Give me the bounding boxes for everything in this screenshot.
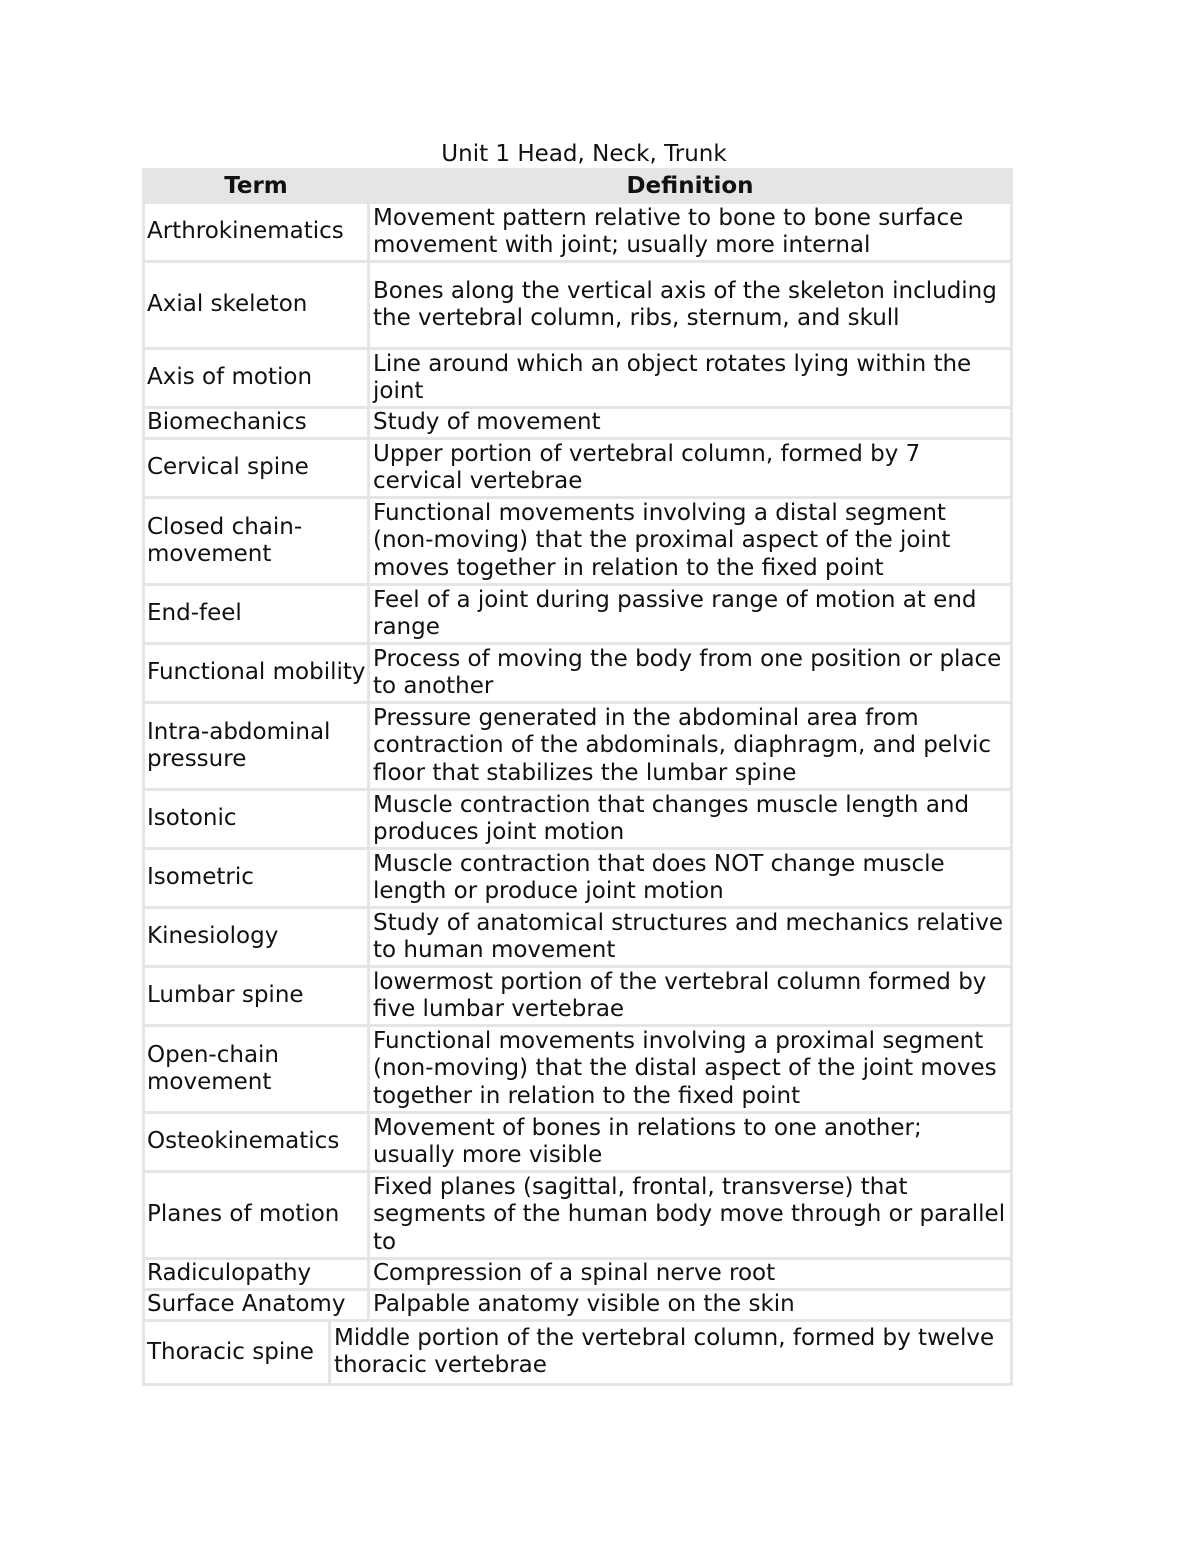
- definition-cell: Muscle contraction that does NOT change muscle length or produce joint motion: [369, 849, 1012, 908]
- definition-cell: Movement pattern relative to bone to bone surface movement with joint; usually more internal: [369, 203, 1012, 262]
- document-title: Unit 1 Head, Neck, Trunk: [441, 141, 727, 167]
- definition-cell: Functional movements involving a proximal segment (non-moving) that the distal aspect of the joint moves together in relation to the fixed point: [369, 1026, 1012, 1113]
- definition-cell: Feel of a joint during passive range of motion at end range: [369, 585, 1012, 644]
- term-cell: Isometric: [144, 849, 369, 908]
- table-row: [144, 1322, 1012, 1384]
- table-row: [144, 790, 1012, 849]
- definition-column-header: Definition: [369, 170, 1012, 203]
- term-column-header: Term: [144, 170, 369, 203]
- definition-cell: Muscle contraction that changes muscle length and produces joint motion: [369, 790, 1012, 849]
- glossary-document: [142, 140, 1010, 1386]
- term-cell: Planes of motion: [144, 1172, 369, 1259]
- term-cell: End-feel: [144, 585, 369, 644]
- table-row: [144, 262, 1012, 349]
- table-row: [144, 408, 1012, 439]
- term-cell: Lumbar spine: [144, 967, 369, 1026]
- term-cell: Functional mobility: [144, 644, 369, 703]
- term-cell: Intra-abdominal pressure: [144, 703, 369, 790]
- term-cell: Axis of motion: [144, 349, 369, 408]
- definition-cell: Line around which an object rotates lying within the joint: [369, 349, 1012, 408]
- glossary-table-last-row: [142, 1322, 1013, 1386]
- definition-cell: Fixed planes (sagittal, frontal, transverse) that segments of the human body move through or parallel to: [369, 1172, 1012, 1259]
- table-row: [144, 439, 1012, 498]
- table-row: [144, 967, 1012, 1026]
- term-cell: Osteokinematics: [144, 1113, 369, 1172]
- definition-cell: Study of movement: [369, 408, 1012, 439]
- table-row: [144, 1113, 1012, 1172]
- term-cell: Cervical spine: [144, 439, 369, 498]
- term-cell: Arthrokinematics: [144, 203, 369, 262]
- term-cell: Thoracic spine: [144, 1322, 330, 1384]
- definition-cell: Upper portion of vertebral column, formed by 7 cervical vertebrae: [369, 439, 1012, 498]
- term-cell: Closed chain-movement: [144, 498, 369, 585]
- table-row: [144, 849, 1012, 908]
- definition-cell: Palpable anatomy visible on the skin: [369, 1290, 1012, 1321]
- term-cell: Surface Anatomy: [144, 1290, 369, 1321]
- term-cell: Biomechanics: [144, 408, 369, 439]
- table-row: [144, 349, 1012, 408]
- table-row: [144, 1259, 1012, 1290]
- definition-cell: Study of anatomical structures and mechanics relative to human movement: [369, 908, 1012, 967]
- definition-cell: Middle portion of the vertebral column, formed by twelve thoracic vertebrae: [330, 1322, 1012, 1384]
- term-cell: Kinesiology: [144, 908, 369, 967]
- definition-cell: lowermost portion of the vertebral column formed by five lumbar vertebrae: [369, 967, 1012, 1026]
- table-row: [144, 585, 1012, 644]
- table-row: [144, 203, 1012, 262]
- table-row: [144, 703, 1012, 790]
- term-cell: Open-chain movement: [144, 1026, 369, 1113]
- definition-cell: Functional movements involving a distal segment (non-moving) that the proximal aspect of the joint moves together in relation to the fixed point: [369, 498, 1012, 585]
- definition-cell: Movement of bones in relations to one another; usually more visible: [369, 1113, 1012, 1172]
- definition-cell: Process of moving the body from one position or place to another: [369, 644, 1012, 703]
- table-row: [144, 1290, 1012, 1321]
- term-cell: Isotonic: [144, 790, 369, 849]
- table-row: [144, 644, 1012, 703]
- table-header-row: [144, 170, 1012, 203]
- glossary-rows: [144, 203, 1012, 1321]
- term-cell: Radiculopathy: [144, 1259, 369, 1290]
- table-row: [144, 1172, 1012, 1259]
- table-row: [144, 498, 1012, 585]
- glossary-table: [142, 168, 1013, 1322]
- definition-cell: Compression of a spinal nerve root: [369, 1259, 1012, 1290]
- definition-cell: Bones along the vertical axis of the skeleton including the vertebral column, ribs, sternum, and skull: [369, 262, 1012, 349]
- table-row: [144, 1026, 1012, 1113]
- term-cell: Axial skeleton: [144, 262, 369, 349]
- definition-cell: Pressure generated in the abdominal area from contraction of the abdominals, diaphragm, and pelvic floor that stabilizes the lumbar spine: [369, 703, 1012, 790]
- table-row: [144, 908, 1012, 967]
